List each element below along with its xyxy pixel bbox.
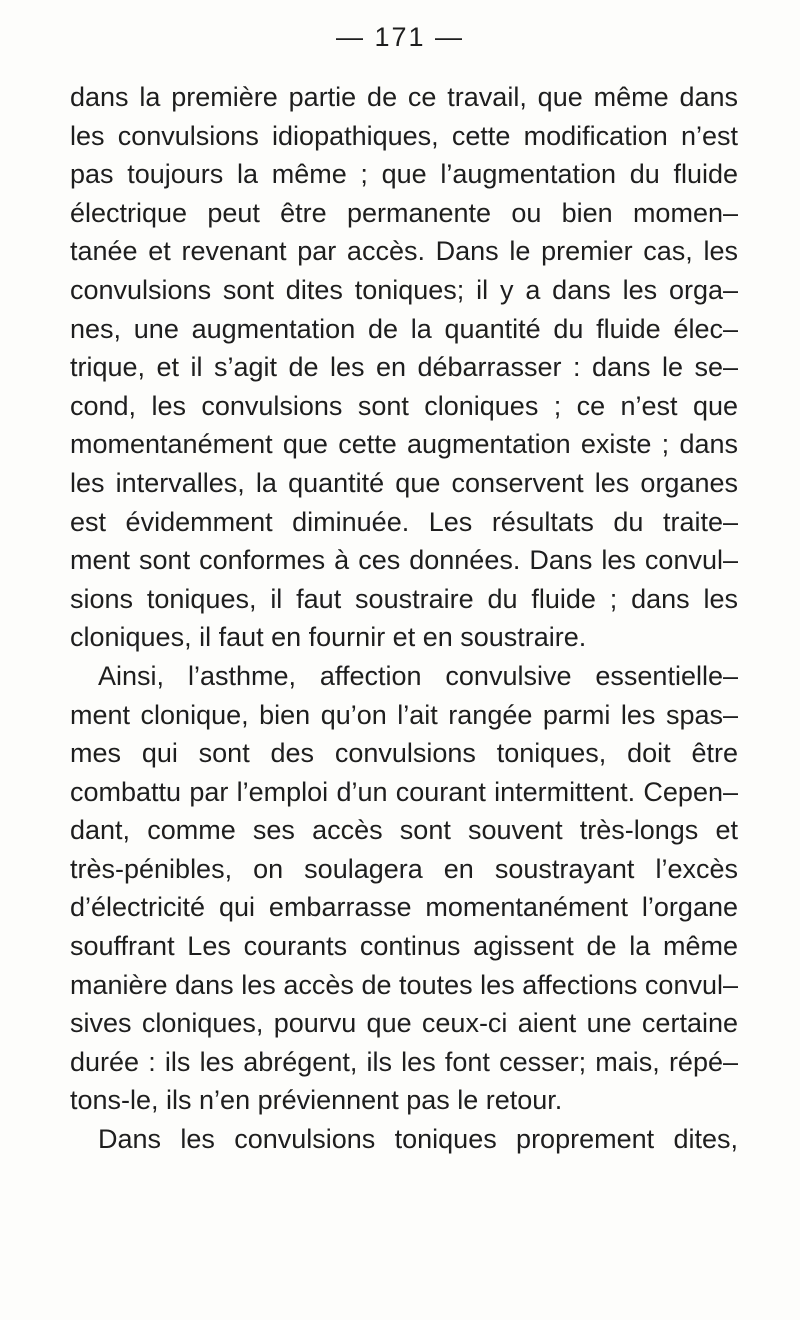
text-line: tons-le, ils n’en préviennent pas le retour.: [70, 1085, 563, 1116]
text-line: pas toujours la même ; que l’augmentation du fluide: [70, 159, 738, 190]
text-line: d’électricité qui embarrasse momentanément l’organe: [70, 892, 738, 923]
text-line: convulsions sont dites toniques; il y a dans les orga–: [70, 274, 738, 305]
text-line: dant, comme ses accès sont souvent très-longs et: [70, 815, 738, 846]
text-line: les intervalles, la quantité que conservent les organes: [70, 467, 738, 498]
text-line: dans la première partie de ce travail, que même dans: [70, 82, 738, 112]
text-line: cond, les convulsions sont cloniques ; ce n’est que: [70, 390, 738, 421]
text-line: momentanément que cette augmentation existe ; dans: [70, 429, 738, 460]
text-line: mes qui sont des convulsions toniques, doit être: [70, 738, 738, 769]
text-line: Dans les convulsions toniques proprement dites,: [98, 1124, 738, 1155]
text-line: très-pénibles, on soulagera en soustrayant l’excès: [70, 853, 738, 884]
text-line: Ainsi, l’asthme, affection convulsive essentielle–: [98, 660, 738, 691]
text-line: cloniques, il faut en fournir et en soustraire.: [70, 622, 587, 653]
text-line: tanée et revenant par accès. Dans le premier cas, les: [70, 236, 738, 267]
text-line: ment sont conformes à ces données. Dans les convul–: [70, 545, 738, 576]
text-line: est évidemment diminuée. Les résultats du traite–: [70, 506, 738, 537]
text-line: manière dans les accès de toutes les affections convul–: [70, 969, 738, 1000]
text-line: sives cloniques, pourvu que ceux-ci aient une certaine: [70, 1008, 738, 1039]
text-line: combattu par l’emploi d’un courant intermittent. Cepen–: [70, 776, 738, 807]
text-line: électrique peut être permanente ou bien momen–: [70, 197, 738, 228]
text-line: souffrant Les courants continus agissent de la même: [70, 931, 738, 962]
text-line: sions toniques, il faut soustraire du fluide ; dans les: [70, 583, 738, 614]
text-line: nes, une augmentation de la quantité du fluide élec–: [70, 313, 738, 344]
text-line: durée : ils les abrégent, ils les font cesser; mais, répé–: [70, 1046, 738, 1077]
text-line: ment clonique, bien qu’on l’ait rangée parmi les spas–: [70, 699, 738, 730]
body-text: [70, 78, 738, 1159]
text-line: les convulsions idiopathiques, cette modification n’est: [70, 120, 738, 151]
page-number: — 171 —: [335, 22, 465, 52]
text-line: trique, et il s’agit de les en débarrasser : dans le se–: [70, 352, 738, 383]
